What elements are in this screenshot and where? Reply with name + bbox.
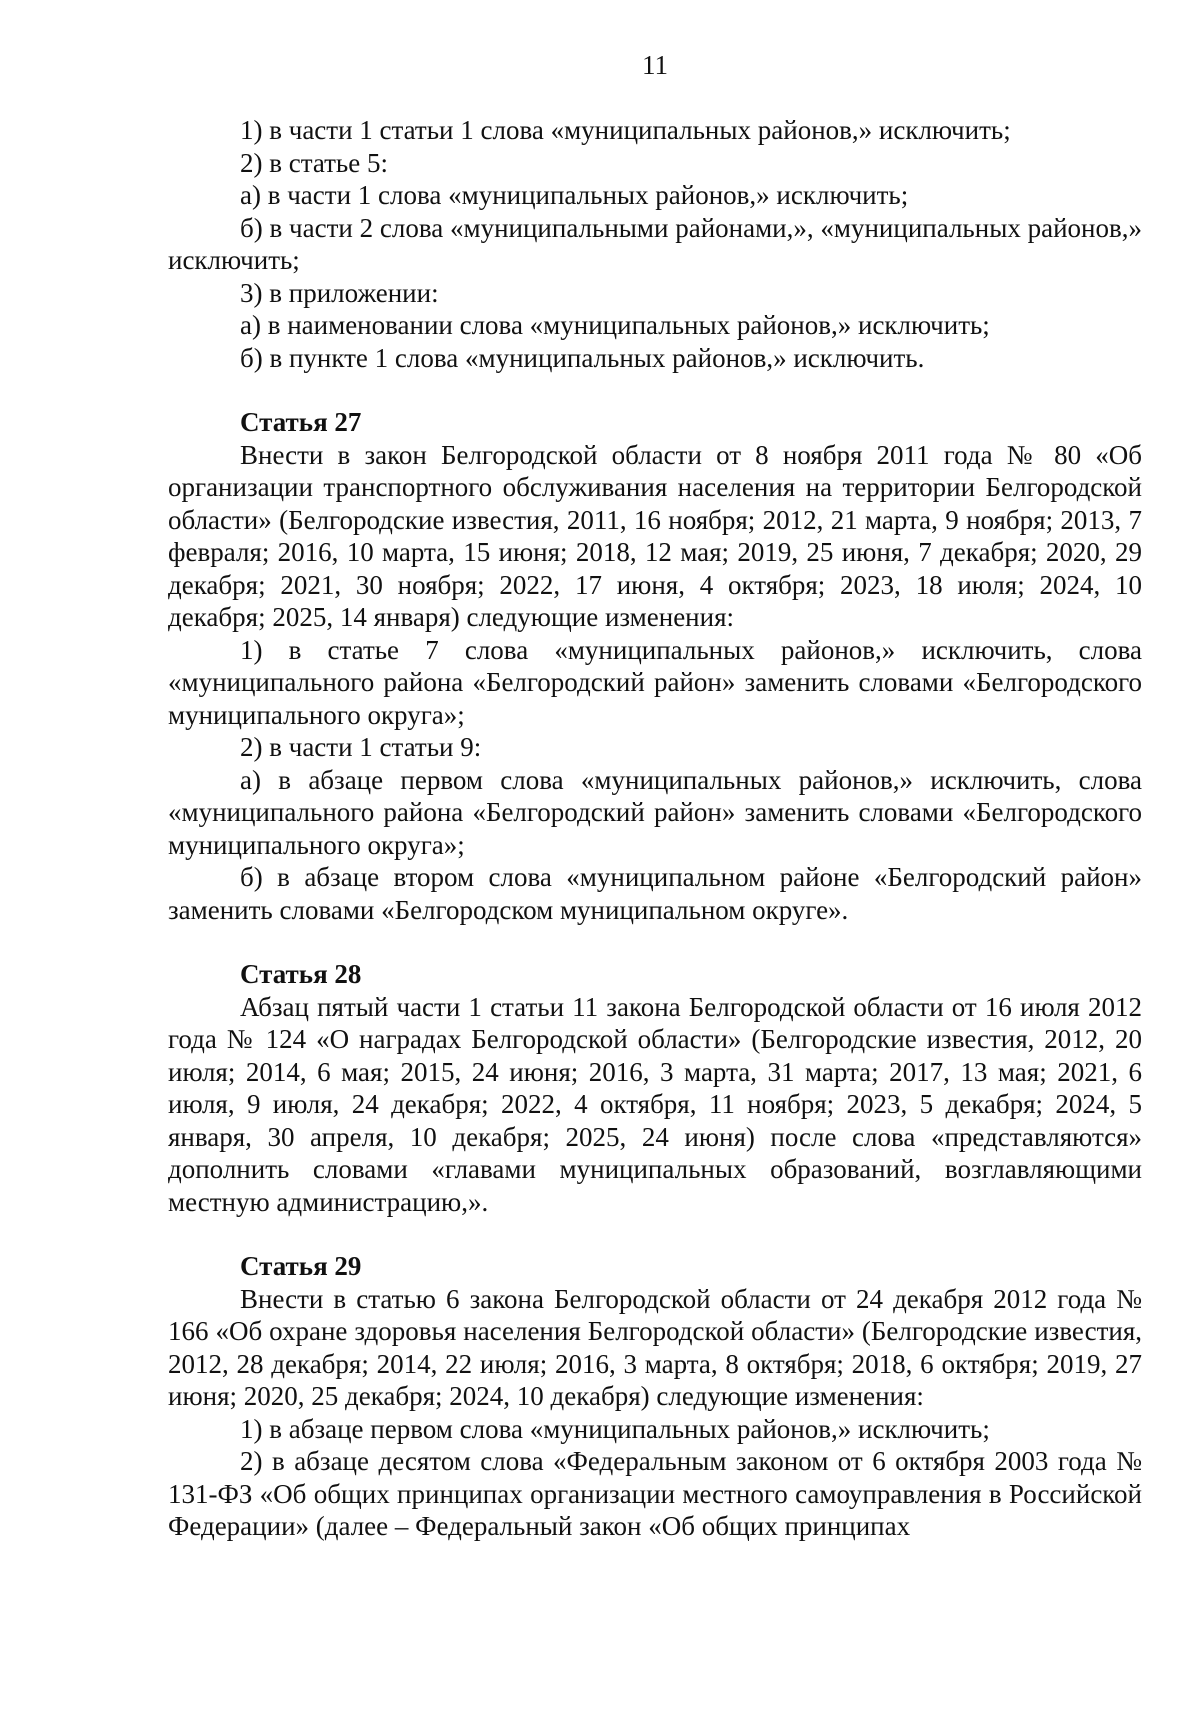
article-28-heading: Статья 28 [240, 959, 362, 989]
article-27-paragraph: б) в абзаце втором слова «муниципальном районе «Белгородский район» заменить словами «Белгородском муниципальном округе». [168, 862, 1142, 925]
article-29-paragraph: 1) в абзаце первом слова «муниципальных районов,» исключить; [240, 1413, 990, 1444]
amendment-item: б) в части 2 слова «муниципальными районами,», «муниципальных районов,» исключить; [168, 212, 1142, 275]
article-29-paragraph: Внести в статью 6 закона Белгородской области от 24 декабря 2012 года № 166 «Об охране здоровья населения Белгородской области» (Белгородские известия, 2012, 28 декабря; 2014, 22 июля; 2016, 3 марта, 8 октября; 2018, 6 октября; 2019, 27 июня; 2020, 25 декабря; 2024, 10 декабря) следующие изменения: [168, 1283, 1142, 1411]
article-29-paragraph: 2) в абзаце десятом слова «Федеральным законом от 6 октября 2003 года № 131-ФЗ «Об общих принципах организации местного самоуправления в Российской Федерации» (далее – Федеральный закон «Об общих принципах [168, 1446, 1142, 1541]
article-29-heading: Статья 29 [240, 1251, 362, 1281]
amendment-item: 2) в статье 5: [240, 147, 388, 178]
amendment-item: б) в пункте 1 слова «муниципальных районов,» исключить. [240, 342, 925, 373]
article-27-paragraph: а) в абзаце первом слова «муниципальных районов,» исключить, слова «муниципального района «Белгородский район» заменить словами «Белгородского муниципального округа»; [168, 764, 1142, 860]
amendment-item: а) в наименовании слова «муниципальных районов,» исключить; [240, 310, 990, 340]
page-number: 11 [642, 50, 668, 80]
article-27-paragraph: 2) в части 1 статьи 9: [240, 732, 482, 762]
article-28-paragraph: Абзац пятый части 1 статьи 11 закона Белгородской области от 16 июля 2012 года № 124 «О наградах Белгородской области» (Белгородские известия, 2012, 20 июля; 2014, 6 мая; 2015, 24 июня; 2016, 3 марта, 31 марта; 2017, 13 мая; 2021, 6 июля, 9 июля, 24 декабря; 2022, 4 октября, 11 ноября; 2023, 5 декабря; 2024, 5 января, 30 апреля, 10 декабря; 2025, 24 июня) после слова «представляются» дополнить словами «главами муниципальных образований, возглавляющими местную администрацию,». [168, 991, 1142, 1217]
article-27-paragraph: Внести в закон Белгородской области от 8 ноября 2011 года № 80 «Об организации транспортного обслуживания населения на территории Белгородской области» (Белгородские известия, 2011, 16 ноября; 2012, 21 марта, 9 ноября; 2013, 7 февраля; 2016, 10 марта, 15 июня; 2018, 12 мая; 2019, 25 июня, 7 декабря; 2020, 29 декабря; 2021, 30 ноября; 2022, 17 июня, 4 октября; 2023, 18 июля; 2024, 10 декабря; 2025, 14 января) следующие изменения: [168, 439, 1142, 632]
amendment-item: 1) в части 1 статьи 1 слова «муниципальных районов,» исключить; [240, 115, 1011, 145]
document-body [168, 114, 1142, 1543]
article-27-paragraph: 1) в статье 7 слова «муниципальных районов,» исключить, слова «муниципального района «Белгородский район» заменить словами «Белгородского муниципального округа»; [168, 634, 1142, 730]
article-27-heading: Статья 27 [240, 407, 362, 437]
amendment-item: а) в части 1 слова «муниципальных районов,» исключить; [240, 180, 909, 210]
amendment-item: 3) в приложении: [240, 277, 439, 308]
